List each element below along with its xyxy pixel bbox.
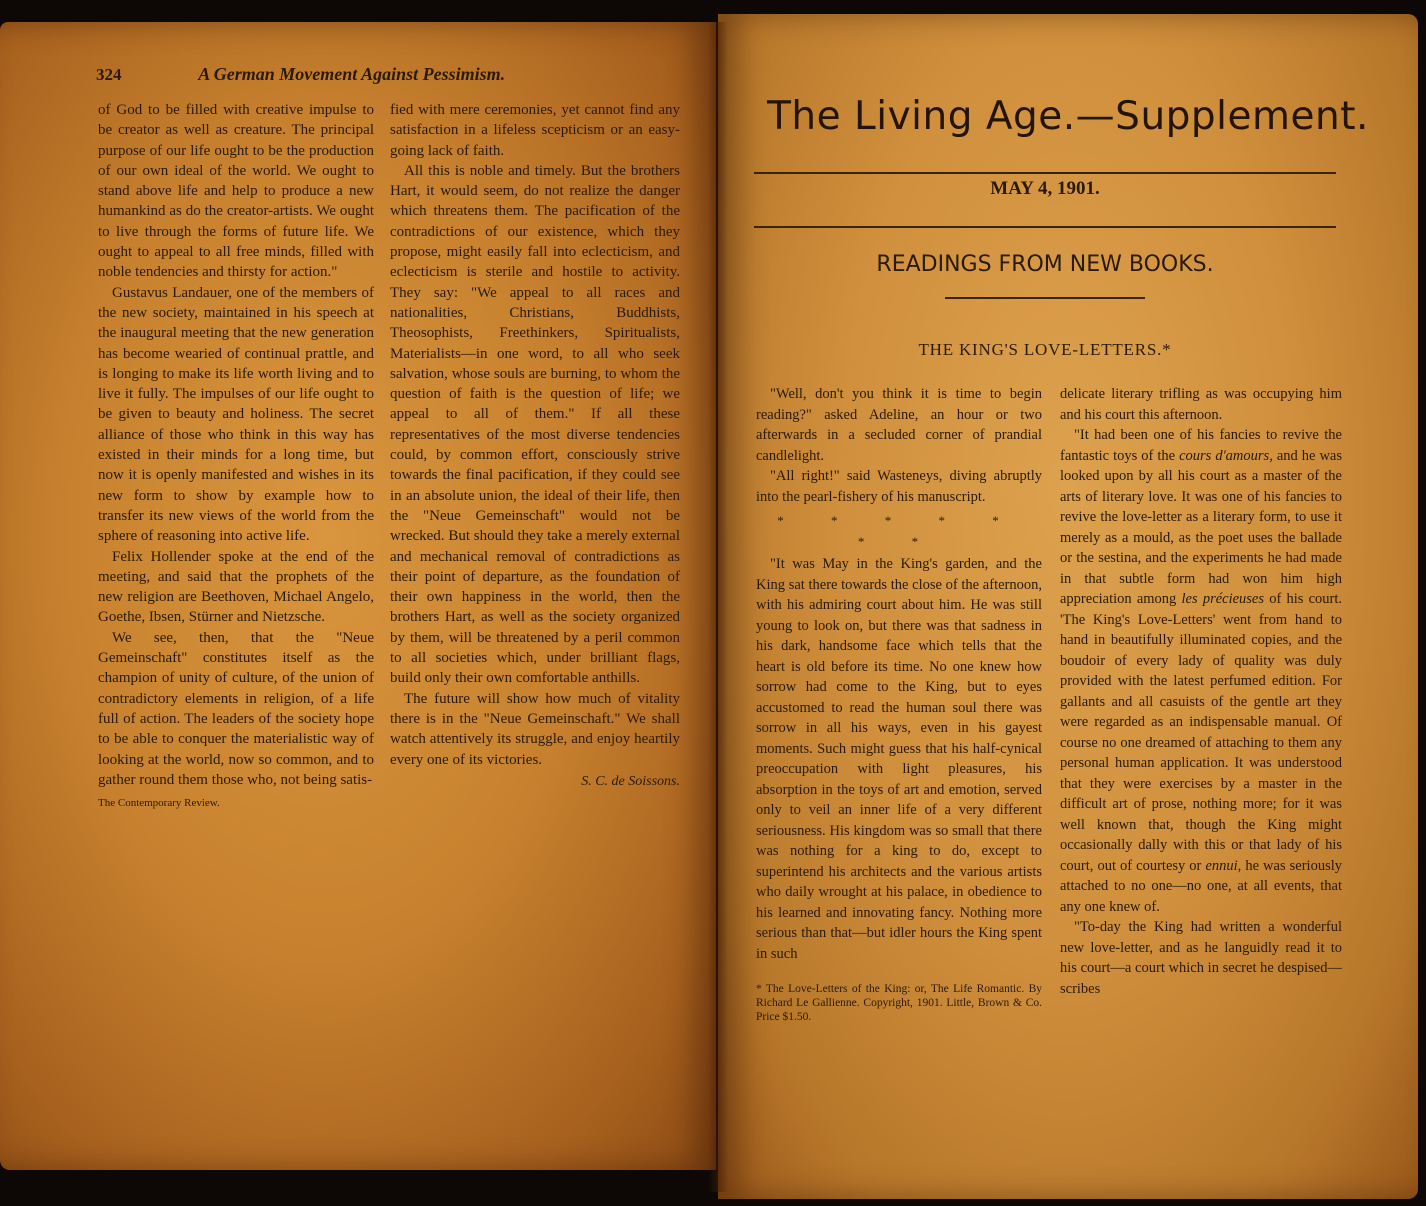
author-signature: S. C. de Soissons. — [581, 773, 680, 789]
paragraph: Gustavus Landauer, one of the members of the new society, maintained in his speech at the inaugural meeting that the new generation has become wearied of continual prattle, and is longing to make its life worth living and to live it fully. The impulses of our life ought to be given to beauty and holiness. The secret alliance of those who think in this way has existed in their minds for a long time, but now it is openly manifested and wishes in its new form to show by example how to transfer its new views of the world from the sphere of reasoning into active life. — [98, 284, 374, 545]
paragraph — [1060, 425, 1342, 917]
left-column-1 — [98, 100, 374, 810]
book-gutter — [708, 22, 728, 1192]
left-page — [0, 22, 716, 1170]
text-run: of his court. 'The King's Love-Letters' went from hand to hand in beautifully illuminated copies, and the boudoir of every lady of quality was duly provided with the latest perfumed edition. For gallants and all casuists of the gentle art they were regarded as an indispensable manual. Of course no one dreamed of attaching to them any personal human application. It was understood that they were exercises by a master in the difficult art of prose, nothing more; for it was well known that, though the King might occasionally dally with this or that lady of his court, out of courtesy or — [1060, 591, 1343, 874]
paragraph: of God to be filled with creative impulse to be creator as well as creature. The principal purpose of our life ought to be the production of our own ideal of the world. We ought to stand above life and help to produce a new humankind as do the creator-artists. We ought to live through the forms of future life. We ought to appeal to all free minds, filled with noble tendencies and thirsty for action." — [98, 102, 374, 281]
left-column-2 — [390, 100, 680, 792]
page-number: 324 — [96, 65, 122, 84]
paragraph: delicate literary trifling as was occupying him and his court this afternoon. — [1060, 386, 1342, 423]
paragraph: The future will show how much of vitality there is in the "Neue Gemeinschaft." We shall watch attentively its struggle, and enjoy heartily every one of its victories. — [390, 690, 680, 768]
paragraph: "All right!" said Wasteneys, diving abruptly into the pearl-fishery of his manuscript. — [756, 468, 1042, 505]
masthead: The Living Age.—Supplement. — [767, 94, 1369, 139]
running-head — [96, 64, 676, 85]
short-divider — [945, 297, 1145, 299]
article-title: THE KING'S LOVE-LETTERS.* — [918, 340, 1172, 359]
paragraph: All this is noble and timely. But the brothers Hart, it would seem, do not realize the danger which threatens them. The pacification of the contradictions of our existence, which they propose, might easily fall into eclecticism, and eclecticism is sterile and hostile to activity. They say: "We appeal to all races and nationalities, Christians, Buddhists, Theosophists, Freethinkers, Spiritualists, Materialists—in one word, to all who seek salvation, whose souls are burning, to whom the question of faith is the question of life; we appeal to all of them." If all these representatives of the most diverse tendencies could, by common effort, consciously strive towards the final pacification, if they could see in an absolute union, the ideal of their life, then the "Neue Gemeinschaft" would not be wrecked. But should they take a merely external and mechanical removal of contradictions as their point of departure, as the foundation of their own happiness in the world, then the brothers Hart, as well as the society organized by them, will be threatened by a peril common to all societies which, under brilliant flags, build only their own comfortable anthills. — [390, 162, 680, 687]
italic-phrase: cours d'amours — [1179, 447, 1270, 464]
section-heading: READINGS FROM NEW BOOKS. — [876, 252, 1214, 277]
text-run: "It had been one of his fancies to revive the fantastic toys of the — [1060, 427, 1342, 464]
section-break-stars: * * * * * * * — [777, 513, 1021, 549]
paragraph: "It was May in the King's garden, and the King sat there towards the close of the afternoon, with his admiring court about him. He was still young to look on, but there was that sadness in his dark, handsome face which tells that the heart is old before its time. No one knew how sorrow had come to the King, but to eyes accustomed to read the human soul there was sorrow in all his ways, even in his gayest moments. Such might guess that his half-cynical preoccupation with light pleasures, his absorption in the toys of art and emotion, served only to veil an inner life of a very different seriousness. His kingdom was so small that there was nothing for a king to do, except to superintend his architects and the various artists who daily wrought at his palace, in obedience to his learned and innovating fancy. Nothing more serious than that—but idler hours the King spent in such — [756, 556, 1042, 962]
right-column-2 — [1060, 384, 1342, 999]
text-run: , he was seriously attached to no one—no one, at all events, that any one knew of. — [1060, 857, 1342, 915]
right-page — [718, 14, 1418, 1199]
paragraph: "Well, don't you think it is time to begin reading?" asked Adeline, an hour or two afterwards in a secluded corner of prandial candlelight. — [756, 386, 1042, 464]
footnote: * The Love-Letters of the King: or, The Life Romantic. By Richard Le Gallienne. Copyright, 1901. Little, Brown & Co. Price $1.50. — [756, 983, 1042, 1023]
running-title: A German Movement Against Pessimism. — [198, 64, 506, 84]
italic-phrase: les précieuses — [1181, 591, 1265, 607]
source-credit: The Contemporary Review. — [98, 797, 220, 810]
paragraph: fied with mere ceremonies, yet cannot find any satisfaction in a lifeless scepticism or an easy-going lack of faith. — [390, 102, 680, 159]
divider-rule — [754, 226, 1336, 228]
divider-rule — [754, 172, 1336, 174]
italic-phrase: ennui — [1205, 857, 1238, 874]
paragraph: "To-day the King had written a wonderful new love-letter, and as he languidly read it to his court—a court which in secret he despised—scribes — [1060, 919, 1342, 997]
paragraph: Felix Hollender spoke at the end of the meeting, and said that the prophets of the new religion are Beethoven, Michael Angelo, Goethe, Ibsen, Stürner and Nietzsche. — [98, 548, 374, 626]
right-column-1 — [756, 384, 1042, 1024]
paragraph: We see, then, that the "Neue Gemeinschaft" constitutes itself as the champion of unity of culture, of the union of contradictory elements in religion, of a life full of action. The leaders of the society hope to be able to conquer the materialistic way of looking at the world, now so common, and to gather round them those who, not being satis- — [98, 629, 374, 788]
issue-date: MAY 4, 1901. — [990, 178, 1100, 199]
text-run: , and he was looked upon by all his court as a master of the arts of literary love. It was one of his fancies to revive the love-letter as a literary form, to use it merely as a mould, as the poet uses the ballade or the sestina, and the experiments he had made in that subtle form had won him high appreciation among — [1060, 447, 1342, 607]
